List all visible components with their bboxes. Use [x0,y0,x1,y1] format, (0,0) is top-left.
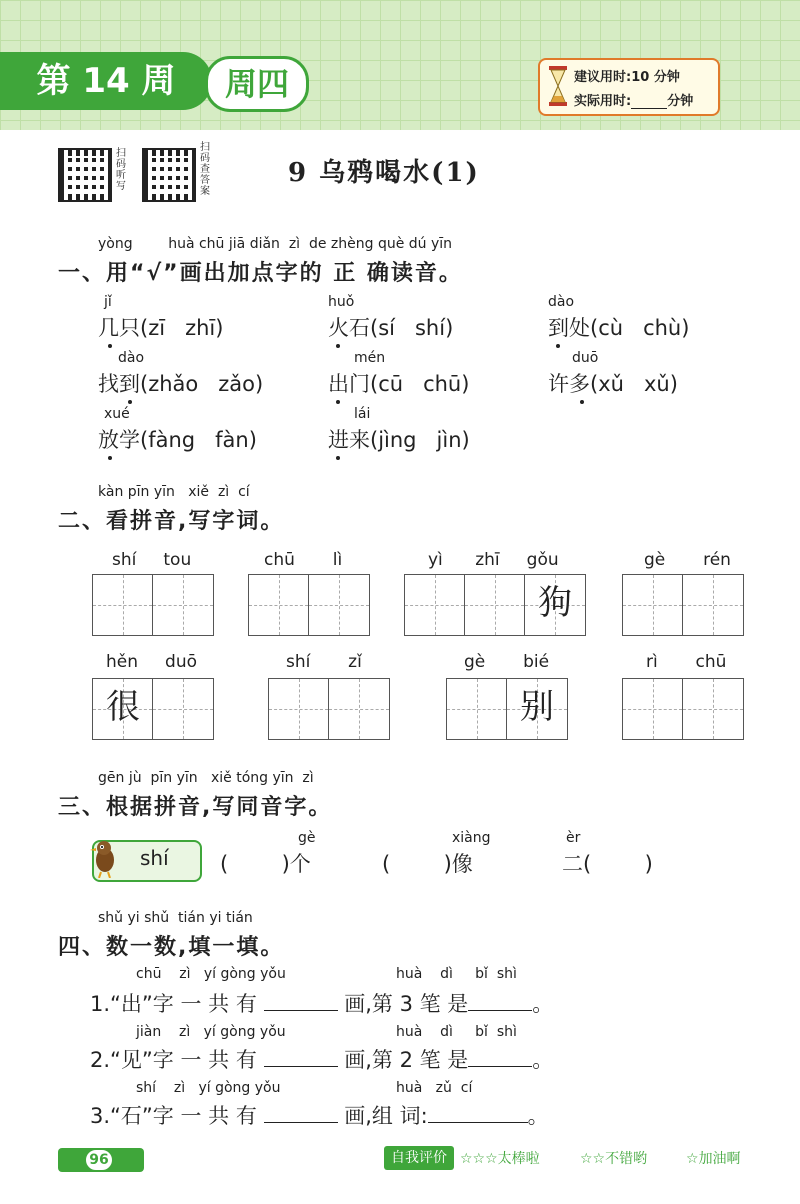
star-icon: ☆☆ [580,1151,606,1167]
writing-grid[interactable] [404,574,586,636]
item-pinyin: huǒ [328,294,355,310]
emphasis-dot [108,456,112,460]
q1-pinyin-2: huà dì bǐ shì [396,966,517,982]
q2-answer-strokes[interactable] [264,1048,338,1067]
emphasis-dot [128,400,132,404]
grid-cell[interactable] [465,575,525,635]
grid-cell[interactable] [623,679,683,739]
eval-keep-label: 加油啊 [698,1151,741,1167]
q2-end: 。 [532,1048,554,1072]
grid-pinyin: chū lì [264,550,343,570]
writing-grid[interactable] [92,678,214,740]
q2-text-b: 画,第 2 笔 是 [344,1048,469,1072]
grid-pinyin: gè bié [464,652,550,672]
q1-pinyin: chū zì yí gòng yǒu [136,966,286,982]
item-pinyin: mén [354,350,386,366]
q2-answer-stroke[interactable] [468,1048,532,1067]
grid-pinyin: shí zǐ [286,652,362,672]
emphasis-dot [556,344,560,348]
grid-cell[interactable] [329,679,389,739]
grid-pinyin: hěn duō [106,652,197,672]
crow-icon [90,838,120,878]
grid-cell[interactable] [249,575,309,635]
qr-code-answers[interactable] [142,148,196,202]
grid-pinyin: yì zhī gǒu [428,550,559,570]
eval-keep[interactable] [686,1148,741,1168]
item-choice[interactable]: 火石(sí shí) [328,316,454,340]
actual-time-blank[interactable] [631,96,667,109]
grid-cell[interactable] [93,575,153,635]
grid-pinyin: gè rén [644,550,731,570]
grid-cell[interactable] [405,575,465,635]
question-3 [90,1100,549,1130]
homophone-blank-1[interactable]: ( )个 [220,852,311,876]
writing-grid[interactable] [92,574,214,636]
pinyin-xiang: xiàng [452,830,491,846]
emphasis-dot [336,400,340,404]
item-choice[interactable]: 放学(fàng fàn) [98,428,257,452]
q2-text-a: “见”字 一 共 有 [110,1048,257,1072]
qr-answers-label: 扫码查答案 [200,142,210,197]
q2-pinyin-2: huà dì bǐ shì [396,1024,517,1040]
grid-cell[interactable] [683,575,743,635]
actual-time [574,90,693,109]
section2-pinyin: kàn pīn yīn xiě zì cí [98,484,250,500]
section1-pinyin: yòng huà chū jiā diǎn zì de zhèng què dú yīn [98,236,453,252]
q1-end: 。 [532,992,554,1016]
q3-answer-strokes[interactable] [264,1104,338,1123]
star-icon: ☆☆☆ [460,1151,498,1167]
star-icon: ☆ [686,1151,699,1167]
item-choice[interactable]: 进来(jìng jìn) [328,428,470,452]
question-2 [90,1044,553,1074]
self-eval-label: 自我评价 [384,1146,454,1170]
eval-great[interactable] [460,1148,540,1168]
section1-heading: 一、用“√”画出加点字的 正 确读音。 [58,261,463,286]
q2-number: 2. [90,1048,111,1072]
lesson-title: 9 乌鸦喝水(1) [288,158,480,188]
writing-grid[interactable] [268,678,390,740]
time-box [538,58,720,116]
homophone-blank-3[interactable]: 二( ) [562,852,653,876]
grid-cell[interactable]: 很 [93,679,153,739]
q1-text-a: “出”字 一 共 有 [110,992,257,1016]
q3-pinyin-2: huà zǔ cí [396,1080,473,1096]
emphasis-dot [108,344,112,348]
q1-number: 1. [90,992,111,1016]
q3-end: 。 [527,1104,549,1128]
actual-time-label: 实际用时: [574,94,632,109]
eval-good[interactable] [580,1148,647,1168]
emphasis-dot [580,400,584,404]
section3-pinyin: gēn jù pīn yīn xiě tóng yīn zì [98,770,314,786]
item-choice[interactable]: 几只(zī zhī) [98,316,224,340]
item-pinyin: dào [548,294,575,310]
writing-grid[interactable] [622,678,744,740]
suggested-time: 建议用时:10 分钟 [574,70,680,85]
section4-heading: 四、数一数,填一填。 [58,935,285,960]
writing-grid[interactable] [622,574,744,636]
q2-pinyin: jiàn zì yí gòng yǒu [136,1024,286,1040]
q1-text-b: 画,第 3 笔 是 [344,992,469,1016]
pinyin-ge: gè [298,830,316,846]
section4-pinyin: shǔ yi shǔ tián yi tián [98,910,253,926]
item-pinyin: lái [354,406,371,422]
qr-listen-label: 扫码听写 [116,148,126,192]
actual-time-unit: 分钟 [667,94,694,109]
hourglass-icon [548,66,568,106]
grid-cell[interactable]: 狗 [525,575,585,635]
grid-pinyin: shí tou [112,550,192,570]
section2-heading: 二、看拼音,写字词。 [58,509,285,534]
eval-good-label: 不错哟 [605,1151,648,1167]
emphasis-dot [336,456,340,460]
item-pinyin: jǐ [104,294,112,310]
q1-answer-strokes[interactable] [264,992,338,1011]
week-banner: 第 14 周 [0,52,212,110]
q3-pinyin: shí zì yí gòng yǒu [136,1080,281,1096]
grid-cell[interactable] [269,679,329,739]
section3-heading: 三、根据拼音,写同音字。 [58,795,333,820]
writing-grid[interactable] [248,574,370,636]
q3-text-a: “石”字 一 共 有 [110,1104,257,1128]
pinyin-er: èr [566,830,581,846]
item-choice[interactable]: 到处(cù chù) [548,316,690,340]
day-badge: 周四 [205,56,309,112]
writing-grid[interactable] [446,678,568,740]
grid-cell[interactable] [447,679,507,739]
grid-cell[interactable] [623,575,683,635]
item-choice[interactable]: 出门(cū chū) [328,372,470,396]
eval-great-label: 太棒啦 [497,1151,540,1167]
q3-answer-word[interactable] [428,1104,528,1123]
grid-cell[interactable] [309,575,369,635]
item-choice[interactable]: 许多(xǔ xǔ) [548,372,678,396]
q3-text-b: 画,组 词: [344,1104,428,1128]
grid-cell[interactable]: 别 [507,679,567,739]
qr-code-listen[interactable] [58,148,112,202]
q1-answer-stroke[interactable] [468,992,532,1011]
q3-number: 3. [90,1104,111,1128]
grid-pinyin: rì chū [646,652,727,672]
item-pinyin: xué [104,406,130,422]
grid-cell[interactable] [153,575,213,635]
grid-cell[interactable] [683,679,743,739]
item-choice[interactable]: 找到(zhǎo zǎo) [98,372,264,396]
homophone-blank-2[interactable]: ( )像 [382,852,473,876]
grid-cell[interactable] [153,679,213,739]
page-number: 96 [84,1148,114,1172]
question-1 [90,988,553,1018]
item-pinyin: dào [118,350,145,366]
sound-pinyin: shí [140,846,169,870]
item-pinyin: duō [572,350,599,366]
emphasis-dot [336,344,340,348]
